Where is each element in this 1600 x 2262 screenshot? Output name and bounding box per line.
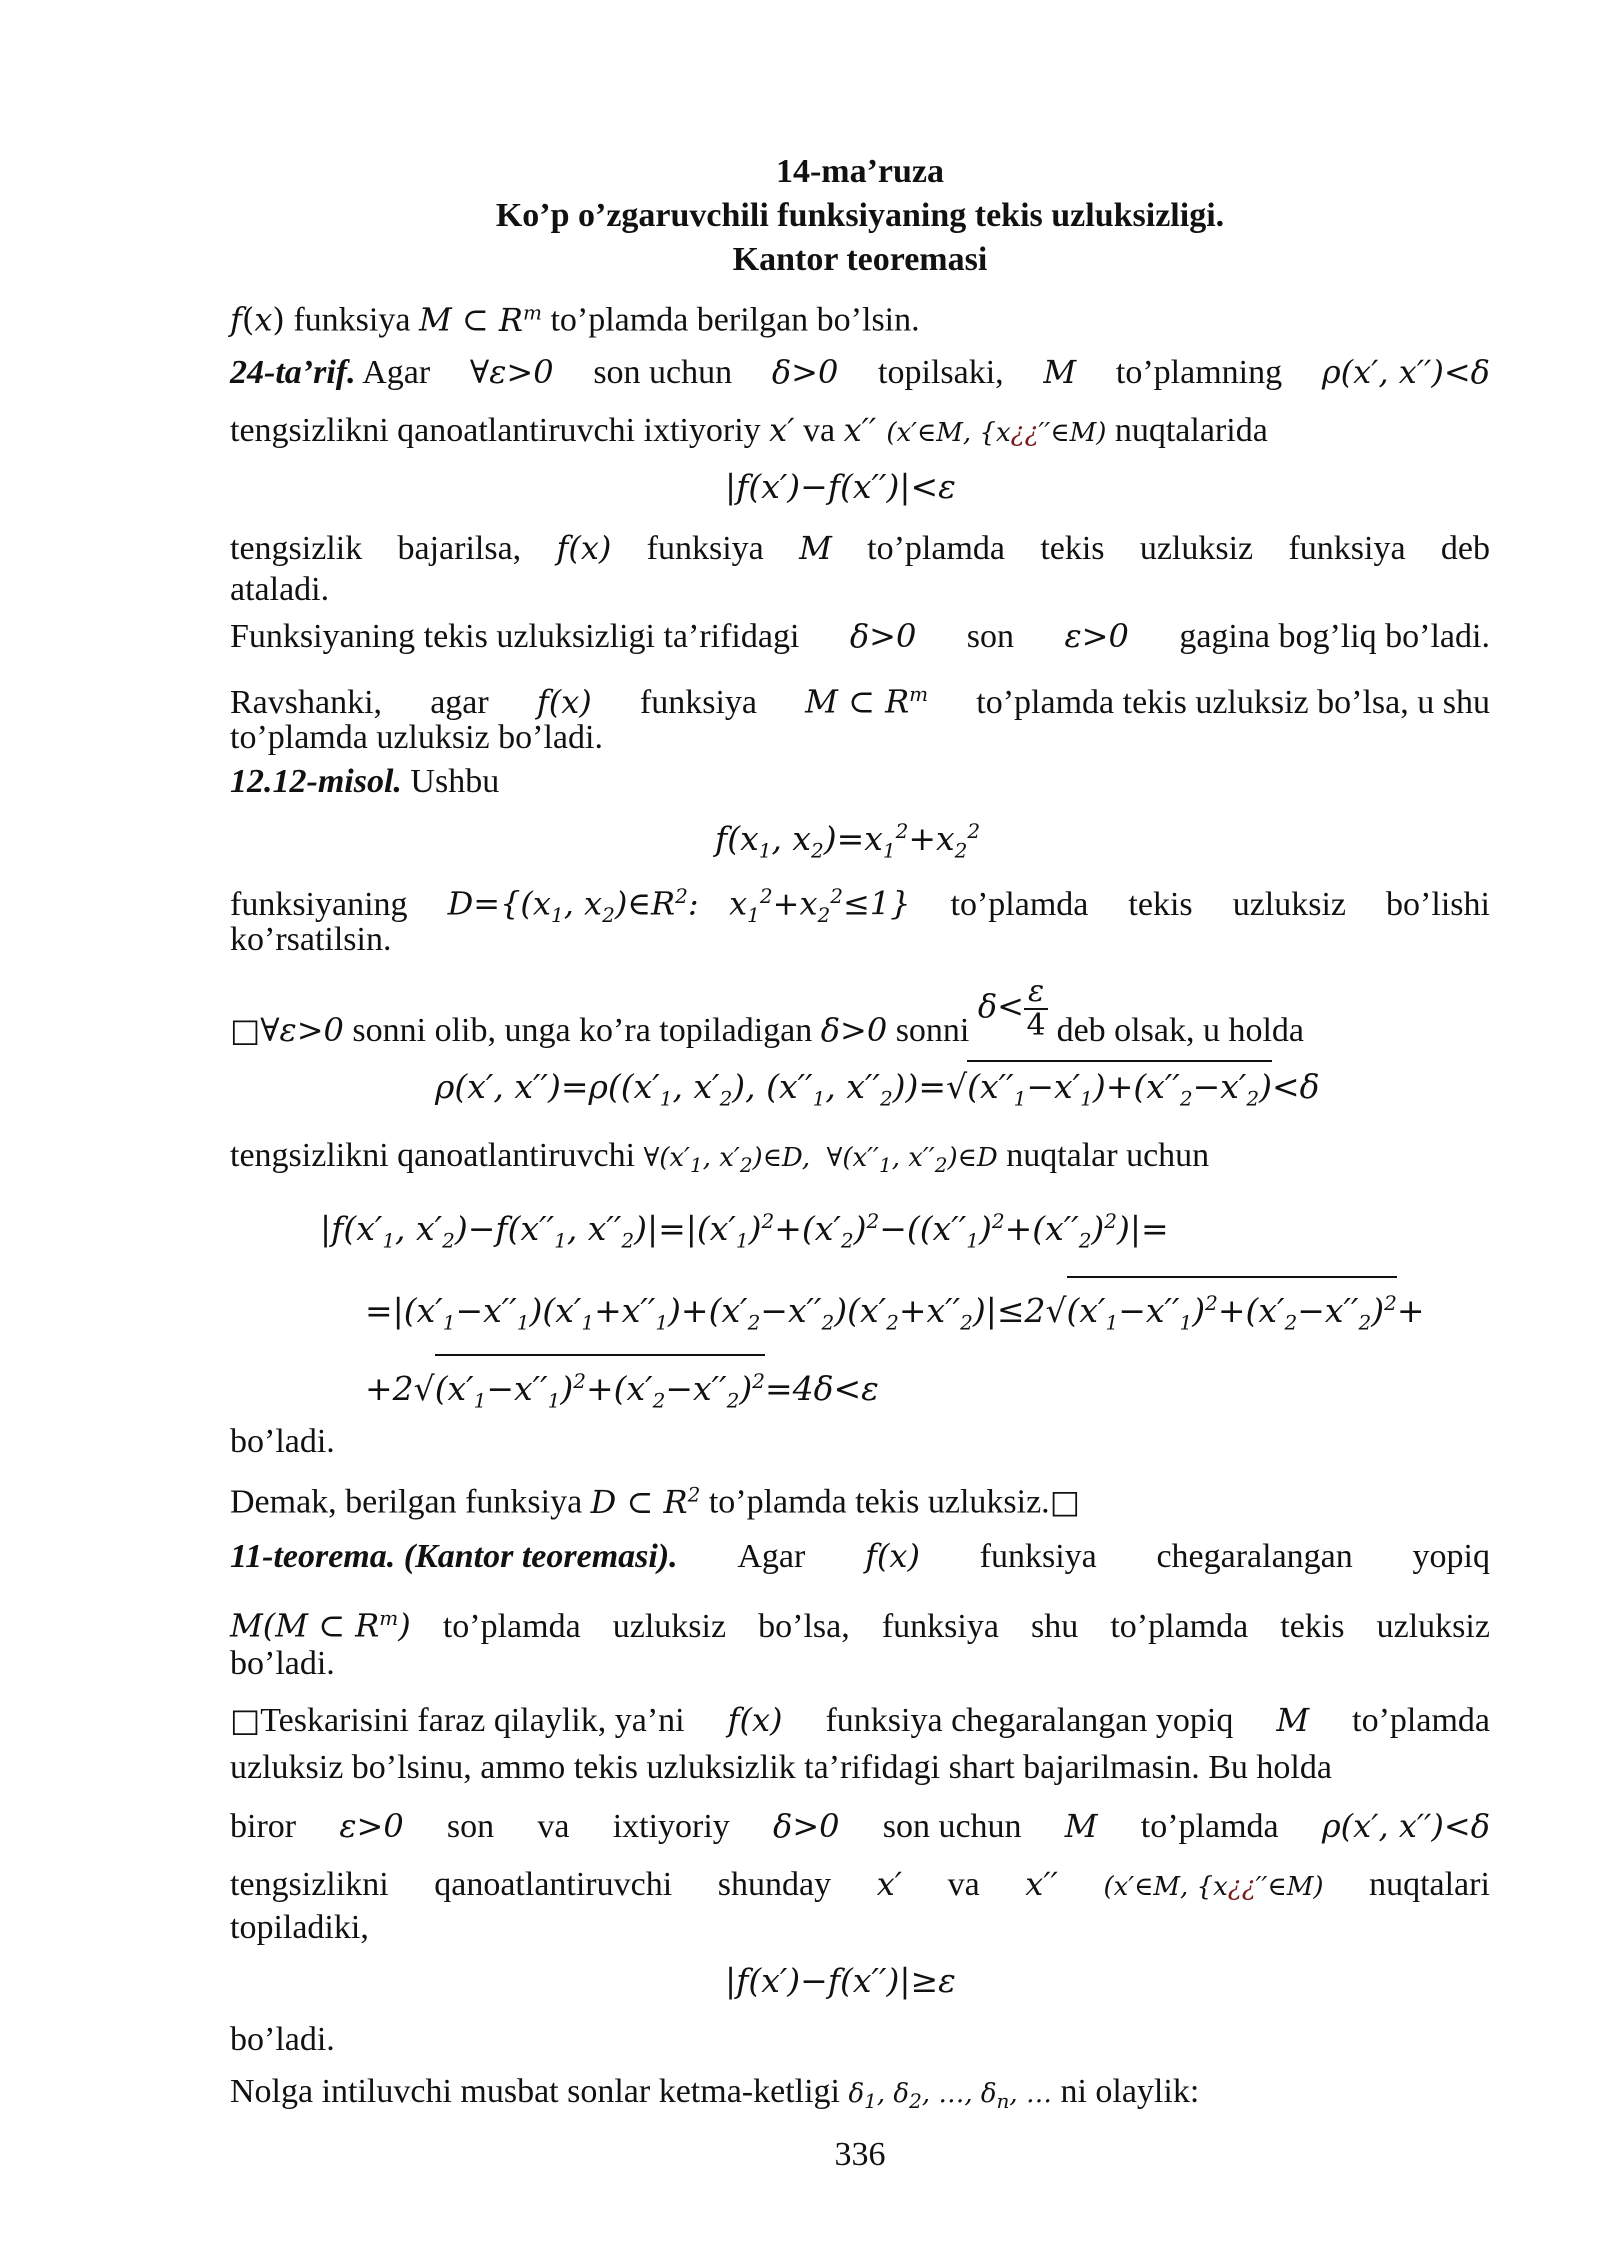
theorem-line-3: bo’ladi. — [230, 1645, 335, 1682]
theorem-proof-line-7: Nolga intiluvchi musbat sonlar ketma-ketligi $\delta_1$, $\delta_2$, …, $\delta_n$, … ni olaylik: — [230, 2073, 1200, 2114]
conclusion-line: Demak, berilgan funksiya D ⊂ $R^2$ to’plamda tekis uzluksiz.□ — [230, 1482, 1080, 1521]
example-line-2: funksiyaning $D=\{(x_1$, $x_2)\in R^2$: $x_1^2+x_2^2\le 1$} to’plamda tekis uzluksiz bo’lishi — [230, 884, 1490, 928]
theorem-proof-line-6: bo’ladi. — [230, 2021, 335, 2058]
estimate-line-2: $=|(x'_1-x''_1)(x'_1+x''_1)+(x'_2-x''_2)(x'_2+x''_2)|\le 2√(x'_1-x''_1)^2+(x'_2-x''_2)^2+$ — [365, 1276, 1424, 1346]
theorem-proof-line-5: topiladiki, — [230, 1909, 369, 1946]
lecture-title: Ko’p o’zgaruvchili funksiyaning tekis uzluksizligi. — [495, 197, 1225, 234]
negation-inequality: |f(x′)−f(x′′)|≥ε — [725, 1961, 956, 2000]
estimate-line-3: $+2√(x'_1-x''_1)^2+(x'_2-x''_2)^2=4\delta<\varepsilon$ — [365, 1354, 879, 1424]
theorem-label: 11-teorema. (Kantor teoremasi). — [230, 1538, 678, 1575]
definition-inequality: |f(x′)−f(x′′)|<ε — [725, 467, 956, 506]
theorem-proof-line-4: tengsizlikni qanoatlantiruvchi shunday x′ va x′′ (x′∈M, {x¿¿′′∈M) nuqtalari — [230, 1865, 1490, 1903]
example-heading: 12.12-misol. Ushbu — [230, 763, 500, 800]
theorem-line-1: 11-teorema. (Kantor teoremasi). Agar f(x) funksiya chegaralangan yopiq — [230, 1534, 1490, 1579]
definition-label: 24-ta’rif. — [230, 354, 356, 391]
intro-line: f(x) funksiya M ⊂ $R^m$ to’plamda berilgan bo’lsin. — [230, 300, 920, 339]
lecture-subtitle: Kantor teoremasi — [732, 241, 988, 278]
document-page — [230, 150, 1490, 2210]
proof-line-2: tengsizlikni qanoatlantiruvchi $\forall(x'_1$, $x'_2)\in D$, $\forall(x''_1$, $x''_2)\in D$ nuqtalar uchun — [230, 1137, 1210, 1178]
example-label: 12.12-misol. — [230, 763, 402, 800]
theorem-line-2: M(M ⊂ $R^m$) to’plamda uzluksiz bo’lsa, funksiya shu to’plamda tekis uzluksiz — [230, 1606, 1490, 1645]
definition-line-1: 24-ta’rif. Agar ∀ε>0 son uchun δ>0 topilsaki, M to’plamning ρ(x′, x′′)<δ — [230, 353, 1490, 391]
theorem-proof-line-3: biror ε>0 son va ixtiyoriy δ>0 son uchun M to’plamda ρ(x′, x′′)<δ — [230, 1807, 1490, 1845]
definition-line-3: tengsizlik bajarilsa, f(x) funksiya M to’plamda tekis uzluksiz funksiya deb — [230, 529, 1490, 567]
definition-line-4: ataladi. — [230, 571, 330, 608]
proof-line-3: bo’ladi. — [230, 1423, 335, 1460]
proof-line-1: □∀ε>0 sonni olib, unga ko’ra topiladigan δ>0 sonni δ< $\frac{\varepsilon}{4}$ deb olsak, u holda — [230, 974, 1304, 1049]
remark-line: Funksiyaning tekis uzluksizligi ta’rifidagi δ>0 son ε>0 gagina bog’liq bo’ladi. — [230, 617, 1490, 655]
page-number: 336 — [834, 2136, 886, 2173]
estimate-line-1: $|f(x'_1$, $x'_2)-f(x''_1$, $x''_2)|=|(x'_1)^2+(x'_2)^2-((x''_1)^2+(x''_2)^2)|=$ — [320, 1209, 1169, 1253]
example-line-3: ko’rsatilsin. — [230, 921, 392, 958]
theorem-proof-line-1: □Teskarisini faraz qilaylik, ya’ni f(x) funksiya chegaralangan yopiq M to’plamda — [230, 1701, 1490, 1739]
distance-formula: ρ(x′, $x'')=\rho((x'_1$, $x'_2$), ($x''_1$, $x''_2))=√(x''_1-x'_1)+(x''_2-x'_2)<\delta$ — [435, 1060, 1319, 1122]
example-function: $f(x_1$, $x_2)=x_1^2+x_2^2$ — [715, 819, 981, 863]
obvious-line-1: Ravshanki, agar f(x) funksiya M ⊂ $R^m$ to’plamda tekis uzluksiz bo’lsa, u shu — [230, 682, 1490, 721]
obvious-line-2: to’plamda uzluksiz bo’ladi. — [230, 719, 603, 756]
lecture-number: 14-ma’ruza — [775, 153, 945, 190]
definition-line-2: tengsizlikni qanoatlantiruvchi ixtiyoriy x′ va x′′ (x′∈M, {x¿¿′′∈M) nuqtalarida — [230, 411, 1268, 449]
theorem-proof-line-2: uzluksiz bo’lsinu, ammo tekis uzluksizlik ta’rifidagi shart bajarilmasin. Bu holda — [230, 1749, 1332, 1786]
